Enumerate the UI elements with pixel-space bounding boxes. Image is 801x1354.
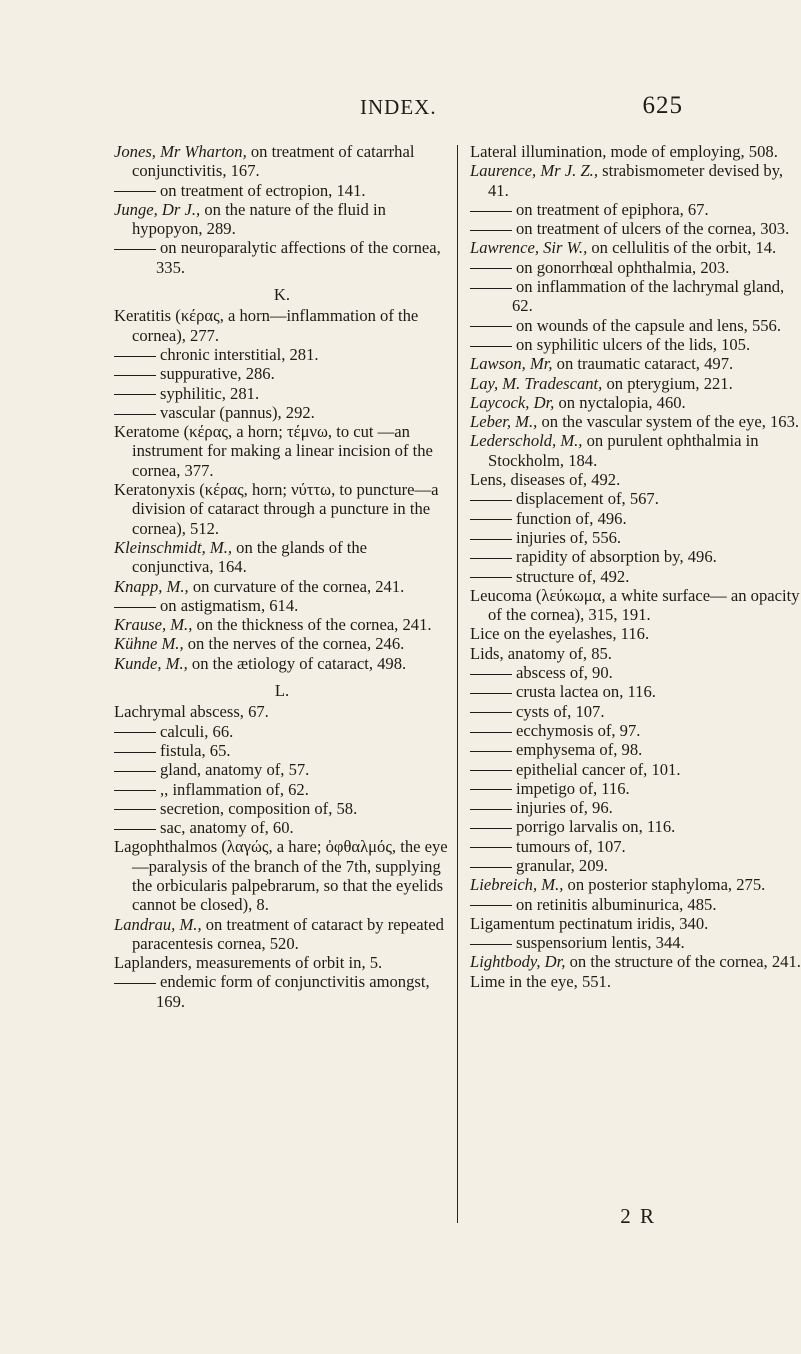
ditto-dash — [470, 828, 512, 829]
subentry-text: porrigo larvalis on, 116. — [516, 817, 676, 837]
entry-author: Junge, Dr J., — [114, 199, 201, 219]
subentry-text: ,, inflammation of, 62. — [160, 779, 309, 799]
section-letter: L. — [274, 681, 290, 701]
subentry-text: chronic interstitial, 281. — [160, 344, 319, 364]
ditto-dash — [470, 789, 512, 790]
ditto-dash — [470, 268, 512, 269]
entry-author: Leber, M., — [470, 412, 538, 432]
ditto-dash — [114, 732, 156, 733]
running-head — [0, 92, 801, 125]
entry-text: on the nerves of the cornea, 246. — [183, 634, 405, 654]
ditto-dash — [114, 771, 156, 772]
index-entry — [114, 480, 450, 538]
entry-text: Lens, diseases of, 492. — [470, 470, 621, 490]
index-subentry — [470, 760, 801, 779]
subentry-text: on treatment of ectropion, 141. — [160, 180, 366, 200]
index-entry — [114, 634, 450, 653]
subentry-text: function of, 496. — [516, 508, 627, 528]
ditto-dash — [114, 983, 156, 984]
subentry-text: impetigo of, 116. — [516, 778, 630, 798]
entry-text: Lachrymal abscess, 67. — [114, 702, 269, 722]
index-subentry — [114, 972, 450, 1011]
ditto-dash — [470, 288, 512, 289]
subentry-text: displacement of, 567. — [516, 489, 659, 509]
index-subentry — [114, 596, 450, 615]
entry-author: Kleinschmidt, M., — [114, 537, 232, 557]
subentry-text: endemic form of conjunctivitis amongst, 169. — [156, 972, 430, 1011]
index-entry — [470, 470, 801, 489]
subentry-text: on syphilitic ulcers of the lids, 105. — [516, 334, 751, 354]
subentry-text: crusta lactea on, 116. — [516, 682, 656, 702]
index-subentry — [470, 682, 801, 701]
entry-text: on treatment of cataract by repeated paracentesis cornea, 520. — [132, 914, 444, 953]
subentry-text: epithelial cancer of, 101. — [516, 759, 681, 779]
index-entry — [114, 422, 450, 480]
entry-author: Laurence, Mr J. Z., — [470, 161, 598, 181]
entry-author: Lawson, Mr, — [470, 354, 553, 374]
ditto-dash — [114, 809, 156, 810]
index-subentry — [114, 818, 450, 837]
index-subentry — [470, 721, 801, 740]
index-subentry — [114, 238, 450, 277]
ditto-dash — [470, 809, 512, 810]
subentry-text: secretion, composition of, 58. — [160, 798, 358, 818]
ditto-dash — [470, 693, 512, 694]
ditto-dash — [470, 577, 512, 578]
index-entry — [470, 914, 801, 933]
ditto-dash — [470, 558, 512, 559]
entry-text: on cellulitis of the orbit, 14. — [587, 238, 777, 258]
ditto-dash — [470, 867, 512, 868]
ditto-dash — [470, 944, 512, 945]
entry-text: on treatment of catarrhal conjunctivitis, 167. — [132, 142, 415, 181]
subentry-text: cysts of, 107. — [516, 701, 605, 721]
index-subentry — [114, 384, 450, 403]
ditto-dash — [470, 211, 512, 212]
index-subentry — [114, 364, 450, 383]
index-entry — [470, 393, 801, 412]
index-entry — [114, 953, 450, 972]
subentry-text: suppurative, 286. — [160, 364, 275, 384]
subentry-text: on astigmatism, 614. — [160, 595, 299, 615]
index-entry — [470, 952, 801, 971]
entry-text: strabismometer devised by, 41. — [488, 161, 784, 200]
subentry-text: ecchymosis of, 97. — [516, 720, 641, 740]
entry-text: on nyctalopia, 460. — [554, 392, 686, 412]
index-entry — [114, 654, 450, 673]
section-letter: K. — [273, 285, 291, 305]
index-entry — [470, 412, 801, 431]
index-subentry — [470, 316, 801, 335]
entry-text: on the thickness of the cornea, 241. — [192, 615, 432, 635]
index-subentry — [470, 663, 801, 682]
entry-text: on the ætiology of cataract, 498. — [187, 653, 407, 673]
index-subentry — [470, 567, 801, 586]
entry-author: Krause, M., — [114, 615, 193, 635]
entry-text: on the structure of the cornea, 241. — [565, 952, 801, 972]
entry-text: on the glands of the conjunctiva, 164. — [132, 537, 368, 577]
index-subentry — [114, 181, 450, 200]
subentry-text: calculi, 66. — [160, 721, 234, 741]
index-subentry — [470, 509, 801, 528]
index-entry — [114, 837, 450, 914]
index-subentry — [470, 837, 801, 856]
index-subentry — [470, 547, 801, 566]
right-column — [470, 142, 801, 991]
index-subentry — [114, 345, 450, 364]
index-entry — [470, 644, 801, 663]
subentry-text: on treatment of epiphora, 67. — [516, 199, 709, 219]
index-entry — [470, 374, 801, 393]
subentry-text: on gonorrhœal ophthalmia, 203. — [516, 257, 730, 277]
ditto-dash — [114, 752, 156, 753]
index-subentry — [114, 722, 450, 741]
entry-text: Keratonyxis (κέρας, horn; νύττω, to puncture—a division of cataract through a puncture in the cornea), 512. — [114, 480, 439, 538]
ditto-dash — [114, 829, 156, 830]
entry-text: on curvature of the cornea, 241. — [188, 576, 405, 596]
index-entry — [114, 538, 450, 577]
subentry-text: injuries of, 96. — [516, 798, 613, 818]
subentry-text: sac, anatomy of, 60. — [160, 818, 294, 838]
page-title: INDEX. — [360, 95, 437, 119]
entry-author: Lederschold, M., — [470, 431, 583, 451]
index-subentry — [470, 277, 801, 316]
entry-text: Keratitis (κέρας, a horn—inflammation of the cornea), 277. — [114, 306, 419, 345]
index-entry — [470, 354, 801, 373]
index-subentry — [470, 895, 801, 914]
entry-author: Lawrence, Sir W., — [470, 238, 588, 258]
index-entry — [470, 238, 801, 257]
entry-text: Laplanders, measurements of orbit in, 5. — [114, 953, 383, 973]
index-subentry — [470, 798, 801, 817]
subentry-text: emphysema of, 98. — [516, 740, 643, 760]
index-subentry — [114, 403, 450, 422]
subentry-text: on inflammation of the lachrymal gland, 62. — [512, 277, 785, 316]
index-entry — [470, 142, 801, 161]
entry-text: Lagophthalmos (λαγώς, a hare; ὀφθαλμός, the eye—paralysis of the branch of the 7th, supplying the orbicularis palpebrarum, so that the eyelids cannot be closed), 8. — [114, 837, 448, 915]
entry-author: Lay, M. Tradescant, — [470, 373, 603, 393]
entry-text: on posterior staphyloma, 275. — [563, 875, 766, 895]
ditto-dash — [114, 249, 156, 250]
ditto-dash — [470, 230, 512, 231]
entry-text: on the nature of the fluid in hypopyon, 289. — [132, 199, 386, 239]
entry-text: Lime in the eye, 551. — [470, 971, 612, 991]
entry-text: on pterygium, 221. — [602, 373, 733, 393]
ditto-dash — [470, 346, 512, 347]
ditto-dash — [470, 519, 512, 520]
index-subentry — [470, 200, 801, 219]
subentry-text: granular, 209. — [516, 855, 608, 875]
index-subentry — [470, 817, 801, 836]
index-subentry — [470, 258, 801, 277]
index-subentry — [470, 933, 801, 952]
subentry-text: suspensorium lentis, 344. — [516, 933, 685, 953]
ditto-dash — [114, 375, 156, 376]
index-entry — [470, 624, 801, 643]
ditto-dash — [114, 191, 156, 192]
ditto-dash — [114, 356, 156, 357]
ditto-dash — [114, 394, 156, 395]
subentry-text: on retinitis albuminurica, 485. — [516, 894, 717, 914]
subentry-text: abscess of, 90. — [516, 663, 613, 683]
subentry-text: vascular (pannus), 292. — [160, 402, 315, 422]
entry-author: Liebreich, M., — [470, 875, 564, 895]
index-entry — [470, 586, 801, 625]
index-subentry — [470, 489, 801, 508]
index-subentry — [114, 760, 450, 779]
ditto-dash — [114, 790, 156, 791]
ditto-dash — [470, 539, 512, 540]
entry-author: Kühne M., — [114, 634, 184, 654]
ditto-dash — [470, 770, 512, 771]
subentry-text: gland, anatomy of, 57. — [160, 760, 310, 780]
index-subentry — [470, 219, 801, 238]
index-subentry — [470, 335, 801, 354]
entry-author: Lightbody, Dr, — [470, 952, 566, 972]
entry-author: Laycock, Dr, — [470, 392, 555, 412]
entry-text: Ligamentum pectinatum iridis, 340. — [470, 913, 709, 933]
index-entry — [470, 431, 801, 470]
index-subentry — [470, 779, 801, 798]
page-number: 625 — [642, 92, 683, 119]
entry-text: on purulent ophthalmia in Stockholm, 184. — [488, 431, 759, 470]
entry-text: on traumatic cataract, 497. — [552, 354, 734, 374]
index-subentry — [470, 702, 801, 721]
entry-text: Lids, anatomy of, 85. — [470, 643, 612, 663]
ditto-dash — [470, 326, 512, 327]
ditto-dash — [470, 732, 512, 733]
entry-text: Lice on the eyelashes, 116. — [470, 624, 650, 644]
index-subentry — [470, 856, 801, 875]
ditto-dash — [470, 905, 512, 906]
column-divider — [457, 145, 458, 1223]
entry-text: on the vascular system of the eye, 163. — [537, 412, 800, 432]
index-subentry — [114, 799, 450, 818]
subentry-text: on treatment of ulcers of the cornea, 303. — [516, 219, 790, 239]
index-subentry — [114, 741, 450, 760]
subentry-text: on neuroparalytic affections of the cornea, 335. — [156, 238, 441, 277]
entry-text: Leucoma (λεύκωμα, a white surface— an opacity of the cornea), 315, 191. — [470, 585, 800, 625]
index-entry — [114, 702, 450, 721]
index-subentry — [470, 528, 801, 547]
ditto-dash — [470, 847, 512, 848]
index-entry — [114, 200, 450, 239]
subentry-text: syphilitic, 281. — [160, 383, 260, 403]
ditto-dash — [114, 607, 156, 608]
index-entry — [114, 142, 450, 181]
subentry-text: rapidity of absorption by, 496. — [516, 547, 717, 567]
subentry-text: fistula, 65. — [160, 740, 231, 760]
entry-author: Kunde, M., — [114, 653, 188, 673]
index-entry — [470, 161, 801, 200]
ditto-dash — [114, 414, 156, 415]
ditto-dash — [470, 712, 512, 713]
entry-author: Jones, Mr Wharton, — [114, 142, 247, 161]
entry-text: Lateral illumination, mode of employing, 508. — [470, 142, 778, 161]
ditto-dash — [470, 674, 512, 675]
index-entry — [114, 306, 450, 345]
ditto-dash — [470, 500, 512, 501]
subentry-text: structure of, 492. — [516, 566, 630, 586]
index-entry — [470, 972, 801, 991]
index-subentry — [114, 780, 450, 799]
left-column — [114, 142, 450, 1011]
index-entry — [114, 577, 450, 596]
entry-author: Knapp, M., — [114, 576, 189, 596]
entry-text: Keratome (κέρας, a horn; τέμνω, to cut —an instrument for making a linear incision of the cornea, 377. — [114, 422, 433, 480]
subentry-text: injuries of, 556. — [516, 527, 622, 547]
subentry-text: on wounds of the capsule and lens, 556. — [516, 315, 781, 335]
index-entry — [114, 915, 450, 954]
index-subentry — [470, 740, 801, 759]
index-entry — [470, 875, 801, 894]
signature-mark: 2 R — [620, 1204, 656, 1228]
entry-author: Landrau, M., — [114, 914, 202, 934]
subentry-text: tumours of, 107. — [516, 836, 626, 856]
ditto-dash — [470, 751, 512, 752]
index-entry — [114, 615, 450, 634]
